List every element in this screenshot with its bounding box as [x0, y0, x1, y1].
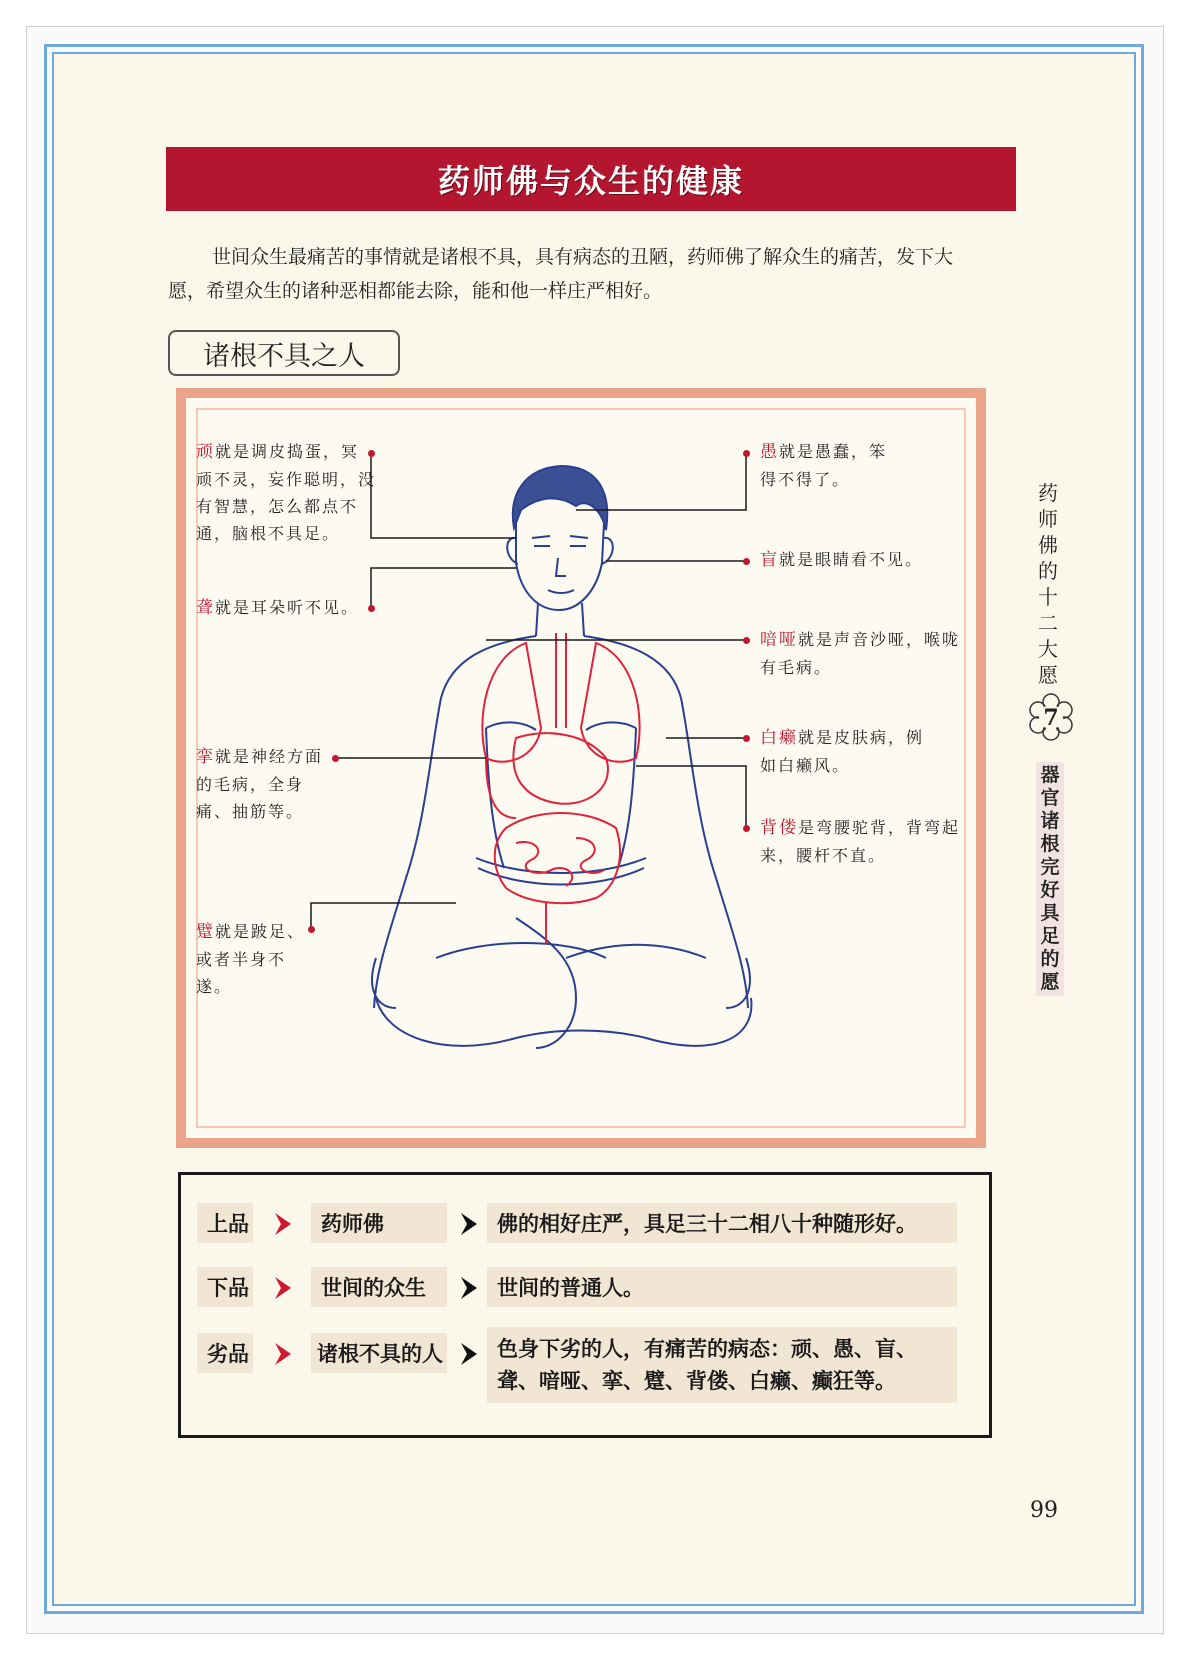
leader-dot — [743, 735, 750, 742]
note-wan-text: 就是调皮捣蛋，冥顽不灵，妄作聪明，没有智慧，怎么都点不通，脑根不具足。 — [196, 442, 377, 543]
note-long — [196, 594, 376, 622]
note-luan-key: 挛 — [196, 747, 215, 767]
note-mang — [760, 546, 960, 574]
note-bi-key: 躄 — [196, 922, 215, 942]
intro-paragraph: 世间众生最痛苦的事情就是诸根不具，具有病态的丑陋，药师佛了解众生的痛苦，发下大愿，希望众生的诸种恶相都能去除，能和他一样庄严相好。 — [168, 246, 954, 302]
grade-cell: 上品 — [197, 1203, 253, 1243]
note-yinya — [760, 626, 960, 681]
note-long-text: 就是耳朵听不见。 — [215, 598, 360, 617]
side-sub-char: 诸 — [1040, 810, 1060, 832]
note-bailai — [760, 724, 940, 779]
side-sub-char: 好 — [1040, 879, 1060, 901]
side-title-char: 师 — [1038, 507, 1058, 531]
arrow-icon — [459, 1341, 479, 1367]
side-title-char: 愿 — [1038, 663, 1058, 687]
arrow-icon — [459, 1275, 479, 1301]
side-title-char: 的 — [1038, 559, 1058, 583]
side-chapter-title — [1033, 480, 1063, 688]
side-sub-char: 具 — [1040, 902, 1060, 924]
desc-cell: 世间的普通人。 — [487, 1267, 957, 1307]
desc-cell: 佛的相好庄严，具足三十二相八十种随形好。 — [487, 1203, 957, 1243]
note-mang-key: 盲 — [760, 550, 779, 570]
who-cell: 世间的众生 — [311, 1267, 447, 1307]
side-sub-char: 足 — [1040, 925, 1060, 947]
note-wan — [196, 438, 376, 547]
side-sub-char: 的 — [1040, 948, 1060, 970]
note-beilou-key: 背偻 — [760, 818, 798, 838]
leader-dot — [743, 825, 750, 832]
leader-dot — [743, 450, 750, 457]
note-mang-text: 就是眼睛看不见。 — [779, 550, 924, 569]
grade-cell: 劣品 — [197, 1333, 253, 1373]
note-long-key: 聋 — [196, 598, 215, 618]
chapter-number-flower-icon — [1026, 692, 1076, 742]
grade-cell: 下品 — [197, 1267, 253, 1307]
note-luan-text: 就是神经方面的毛病，全身痛、抽筋等。 — [196, 747, 324, 821]
note-yu — [760, 438, 890, 493]
leader-dot — [308, 926, 315, 933]
note-bailai-text: 就是皮肤病，例如白癞风。 — [760, 728, 925, 775]
anatomy-diagram — [176, 388, 986, 1148]
section-heading: 诸根不具之人 — [168, 330, 400, 376]
side-chapter-subtitle — [1036, 762, 1064, 996]
note-yu-key: 愚 — [760, 442, 779, 462]
who-cell: 诸根不具的人 — [311, 1333, 447, 1373]
note-wan-key: 顽 — [196, 442, 215, 462]
note-bi — [196, 918, 306, 1000]
arrow-icon — [273, 1341, 293, 1367]
page-title: 药师佛与众生的健康 — [166, 147, 1016, 211]
note-yinya-key: 喑哑 — [760, 630, 798, 650]
note-beilou — [760, 814, 960, 869]
side-sub-char: 愿 — [1040, 971, 1060, 993]
side-title-char: 二 — [1038, 611, 1058, 635]
side-title-char: 佛 — [1038, 533, 1058, 557]
side-title-char: 十 — [1038, 585, 1058, 609]
note-bailai-key: 白癞 — [760, 728, 798, 748]
grade-table — [178, 1172, 992, 1438]
desc-cell: 色身下劣的人，有痛苦的病态：顽、愚、盲、聋、喑哑、挛、躄、背偻、白癞、癫狂等。 — [487, 1327, 957, 1403]
note-yinya-text: 就是声音沙哑，喉咙有毛病。 — [760, 630, 961, 677]
who-cell: 药师佛 — [311, 1203, 447, 1243]
side-sub-char: 器 — [1040, 764, 1060, 786]
side-title-char: 大 — [1038, 637, 1058, 661]
note-yu-text: 就是愚蠢，笨得不得了。 — [760, 442, 888, 489]
arrow-icon — [459, 1211, 479, 1237]
side-title-char: 药 — [1038, 481, 1058, 505]
arrow-icon — [273, 1275, 293, 1301]
arrow-icon — [273, 1211, 293, 1237]
leader-dot — [743, 558, 750, 565]
note-luan — [196, 743, 331, 825]
note-beilou-text: 是弯腰驼背，背弯起来，腰杆不直。 — [760, 818, 961, 865]
leader-dot — [743, 637, 750, 644]
chapter-number: 7 — [1043, 705, 1059, 731]
leader-dot — [332, 755, 339, 762]
page-number: 99 — [1030, 1498, 1058, 1523]
note-bi-text: 就是跛足、或者半身不遂。 — [196, 922, 306, 996]
side-sub-char: 官 — [1040, 787, 1060, 809]
side-sub-char: 完 — [1040, 856, 1060, 878]
side-sub-char: 根 — [1040, 833, 1060, 855]
